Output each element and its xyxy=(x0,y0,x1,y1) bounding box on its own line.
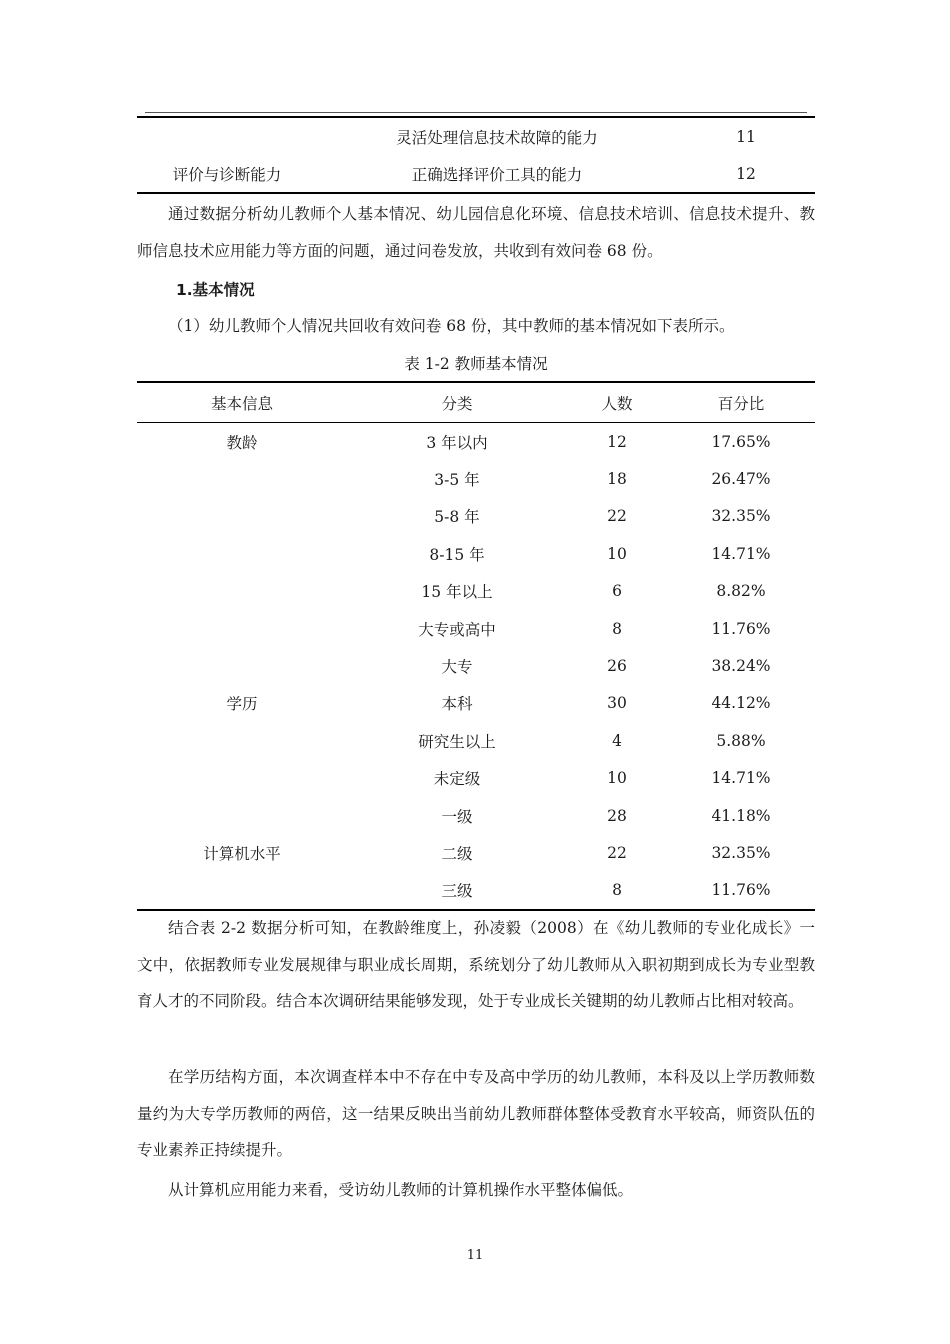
cell-category: 3 年以内 xyxy=(426,433,488,452)
cell-category: 8-15 年 xyxy=(429,545,485,564)
table-row xyxy=(137,722,815,759)
cell-category: 本科 xyxy=(441,695,473,714)
header-count: 人数 xyxy=(567,382,667,423)
cell-category: 未定级 xyxy=(433,770,481,789)
cell-percent: 8.82% xyxy=(716,582,766,601)
cell-info xyxy=(137,647,347,684)
cell-info xyxy=(137,722,347,759)
section-intro: （1）幼儿教师个人情况共回收有效问卷 68 份，其中教师的基本情况如下表所示。 xyxy=(168,317,735,335)
cell-count: 10 xyxy=(607,544,627,563)
cell-percent: 41.18% xyxy=(711,806,771,825)
cell-category: 三级 xyxy=(441,882,473,901)
cell-info xyxy=(137,797,347,834)
cell-percent: 26.47% xyxy=(711,470,771,489)
cell-info xyxy=(137,535,347,572)
cell-info xyxy=(137,610,347,647)
cell-percent: 32.35% xyxy=(711,843,771,862)
cell-percent: 11.76% xyxy=(711,881,771,900)
table-row xyxy=(137,872,815,910)
cell-info xyxy=(137,498,347,535)
cell-percent: 44.12% xyxy=(711,694,771,713)
cell-info xyxy=(137,760,347,797)
cell-category: 大专 xyxy=(441,658,473,677)
header-percent: 百分比 xyxy=(667,382,815,423)
table-row xyxy=(137,573,815,610)
cell-percent: 14.71% xyxy=(711,544,771,563)
cell-category: 二级 xyxy=(441,844,473,863)
page-header-rule xyxy=(145,112,807,113)
table-row xyxy=(137,610,815,647)
cell-count: 30 xyxy=(607,694,627,713)
header-basic-info: 基本信息 xyxy=(137,382,347,423)
table-row xyxy=(137,535,815,572)
table-row xyxy=(137,834,815,871)
cell-info: 学历 xyxy=(226,695,258,714)
cell-count: 12 xyxy=(607,432,627,451)
cell-count: 8 xyxy=(612,619,622,638)
cell-percent: 5.88% xyxy=(716,731,766,750)
table-row xyxy=(137,155,815,193)
ability-category: 评价与诊断能力 xyxy=(172,165,282,184)
continued-ability-table xyxy=(137,116,815,194)
ability-item: 正确选择评价工具的能力 xyxy=(411,165,583,184)
ability-category xyxy=(137,117,317,155)
cell-count: 22 xyxy=(607,507,627,526)
table-row xyxy=(137,460,815,497)
table-row xyxy=(137,797,815,834)
cell-percent: 32.35% xyxy=(711,507,771,526)
intro-paragraph: 通过数据分析幼儿教师个人基本情况、幼儿园信息化环境、信息技术培训、信息技术提升、教师信息技术应用能力等方面的问题，通过问卷发放，共收到有效问卷 68 份。 xyxy=(137,205,815,260)
cell-count: 28 xyxy=(607,806,627,825)
cell-percent: 11.76% xyxy=(711,619,771,638)
ability-item: 灵活处理信息技术故障的能力 xyxy=(396,128,598,147)
cell-percent: 38.24% xyxy=(711,657,771,676)
table-caption: 表 1-2 教师基本情况 xyxy=(404,355,548,373)
table-row xyxy=(137,685,815,722)
table-row xyxy=(137,498,815,535)
analysis-paragraph-teaching-age: 结合表 2-2 数据分析可知，在教龄维度上，孙凌毅（2008）在《幼儿教师的专业化成长》一文中，依据教师专业发展规律与职业成长周期，系统划分了幼儿教师从入职初期到成长为专业型教育人才的不同阶段。结合本次调研结果能够发现，处于专业成长关键期的幼儿教师占比相对较高。 xyxy=(137,919,815,1010)
page-number: 11 xyxy=(466,1248,484,1263)
cell-category: 研究生以上 xyxy=(418,732,496,751)
cell-count: 26 xyxy=(607,657,627,676)
analysis-paragraph-education: 在学历结构方面，本次调查样本中不存在中专及高中学历的幼儿教师，本科及以上学历教师数量约为大专学历教师的两倍，这一结果反映出当前幼儿教师群体整体受教育水平较高，师资队伍的专业素养正持续提升。 xyxy=(137,1068,815,1159)
cell-count: 22 xyxy=(607,843,627,862)
cell-count: 10 xyxy=(607,769,627,788)
cell-info xyxy=(137,573,347,610)
cell-category: 大专或高中 xyxy=(418,620,496,639)
teacher-basic-info-table xyxy=(137,381,815,911)
header-category: 分类 xyxy=(347,382,567,423)
cell-category: 一级 xyxy=(441,807,473,826)
cell-count: 6 xyxy=(612,582,622,601)
cell-category: 5-8 年 xyxy=(434,508,480,527)
table-header-row xyxy=(137,382,815,423)
analysis-paragraph-computer: 从计算机应用能力来看，受访幼儿教师的计算机操作水平整体偏低。 xyxy=(168,1181,634,1199)
cell-percent: 14.71% xyxy=(711,769,771,788)
ability-number: 11 xyxy=(736,127,756,146)
cell-count: 4 xyxy=(612,731,622,750)
table-row xyxy=(137,423,815,461)
cell-info xyxy=(137,872,347,910)
cell-percent: 17.65% xyxy=(711,432,771,451)
cell-category: 15 年以上 xyxy=(421,583,493,602)
cell-info xyxy=(137,460,347,497)
table-row xyxy=(137,760,815,797)
cell-info: 计算机水平 xyxy=(203,844,281,863)
table-row xyxy=(137,647,815,684)
ability-number: 12 xyxy=(736,164,756,183)
table-row xyxy=(137,117,815,155)
cell-count: 8 xyxy=(612,881,622,900)
cell-category: 3-5 年 xyxy=(434,471,480,490)
section-heading: 1.基本情况 xyxy=(176,281,255,299)
cell-info: 教龄 xyxy=(226,433,258,452)
cell-count: 18 xyxy=(607,470,627,489)
